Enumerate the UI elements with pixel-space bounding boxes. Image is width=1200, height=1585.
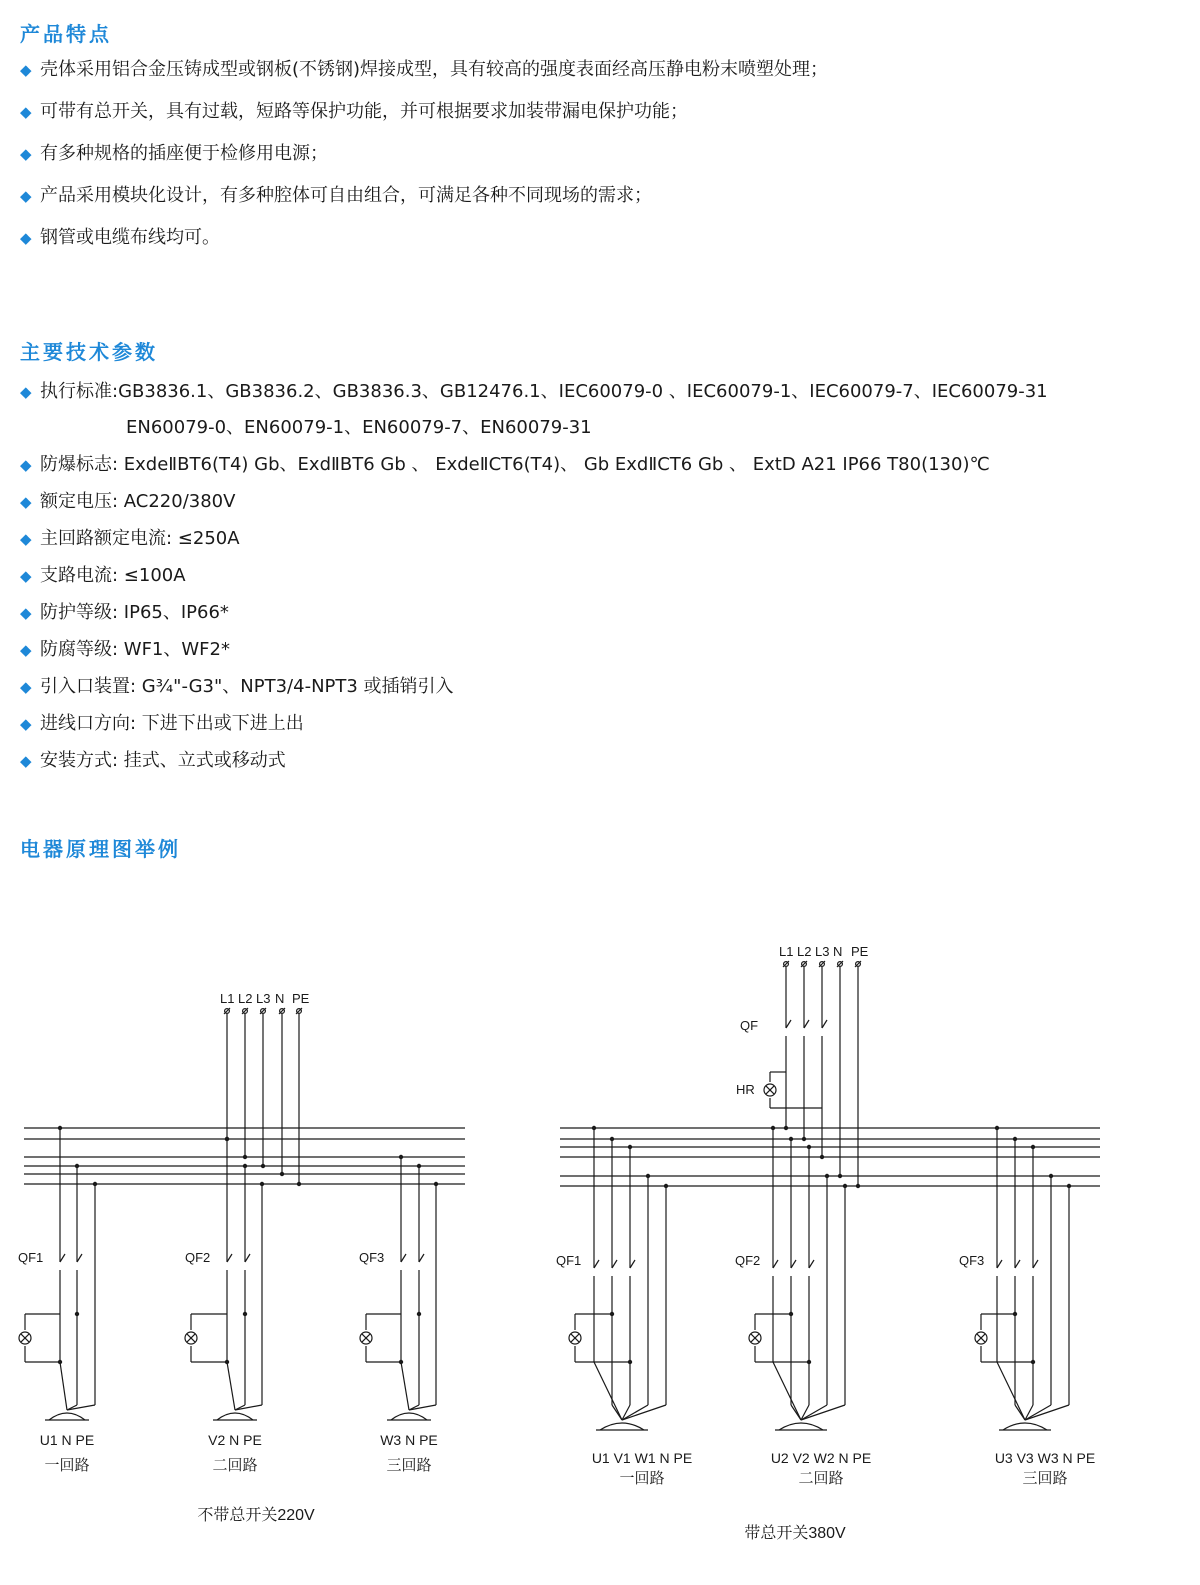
terminal-label: L1: [220, 991, 235, 1006]
indicator-label: HR: [736, 1082, 755, 1097]
feature-item: [20, 227, 828, 249]
param-item: [20, 381, 1048, 439]
junction-dot: [664, 1184, 668, 1188]
breaker-contact: [77, 1254, 82, 1262]
list-item-text: 安装方式: 挂式、立式或移动式: [40, 750, 286, 771]
junction-dot: [843, 1184, 847, 1188]
wire: [1015, 1405, 1025, 1420]
breaker-contact: [773, 1260, 778, 1268]
feature-item: [20, 185, 828, 207]
list-item-text: 支路电流: ≤100A: [40, 565, 186, 586]
junction-dot: [280, 1172, 284, 1176]
list-item-text: 钢管或电缆布线均可。: [40, 227, 220, 248]
junction-dot: [75, 1312, 79, 1316]
junction-dot: [807, 1360, 811, 1364]
param-item: [20, 676, 1048, 698]
wire: [60, 1362, 67, 1410]
list-item-text: 额定电压: AC220/380V: [40, 491, 236, 512]
terminal-label: L2: [797, 944, 812, 959]
param-item: [20, 454, 1048, 476]
list-item-text: 主回路额定电流: ≤250A: [40, 528, 240, 549]
socket-icon: [217, 1413, 253, 1420]
diamond-bullet-icon: ◆: [20, 530, 32, 548]
socket-icon: [779, 1423, 823, 1430]
feature-item: [20, 59, 828, 81]
breaker-contact: [594, 1260, 599, 1268]
breaker-contact: [245, 1254, 250, 1262]
junction-dot: [93, 1182, 97, 1186]
terminal-label: PE: [292, 991, 310, 1006]
param-item: [20, 491, 1048, 513]
outlet-pins-label: U3 V3 W3 N PE: [994, 1450, 1096, 1466]
right-diagram-caption: 带总开关380V: [744, 1525, 846, 1542]
breaker-contact: [630, 1260, 635, 1268]
junction-dot: [592, 1126, 596, 1130]
junction-dot: [610, 1312, 614, 1316]
junction-dot: [610, 1137, 614, 1141]
param-item: [20, 750, 1048, 772]
diamond-bullet-icon: ◆: [20, 103, 32, 121]
outlet-pins-label: U1 V1 W1 N PE: [591, 1450, 693, 1466]
breaker-label: QF1: [18, 1250, 44, 1265]
junction-dot: [399, 1155, 403, 1159]
list-item-text: 产品采用模块化设计，有多种腔体可自由组合，可满足各种不同现场的需求；: [40, 185, 652, 206]
wire: [227, 1362, 235, 1410]
terminal-label: L1: [779, 944, 794, 959]
breaker-contact: [1015, 1260, 1020, 1268]
socket-icon: [1003, 1423, 1047, 1430]
junction-dot: [838, 1174, 842, 1178]
terminal-label: PE: [851, 944, 869, 959]
diamond-bullet-icon: ◆: [20, 678, 32, 696]
breaker-contact: [401, 1254, 406, 1262]
circuit-name: 二回路: [212, 1457, 258, 1474]
circuit-name: 二回路: [798, 1470, 844, 1487]
junction-dot: [75, 1164, 79, 1168]
junction-dot: [434, 1182, 438, 1186]
junction-dot: [260, 1182, 264, 1186]
diamond-bullet-icon: ◆: [20, 604, 32, 622]
junction-dot: [261, 1164, 265, 1168]
diamond-bullet-icon: ◆: [20, 456, 32, 474]
diamond-bullet-icon: ◆: [20, 715, 32, 733]
circuit-name: 三回路: [386, 1457, 432, 1474]
list-item-text: 执行标准:GB3836.1、GB3836.2、GB3836.3、GB12476.1、IEC60079-0 、IEC60079-1、IEC60079-7、IEC60079-31: [40, 381, 1048, 402]
junction-dot: [784, 1126, 788, 1130]
wire: [594, 1362, 622, 1420]
diamond-bullet-icon: ◆: [20, 493, 32, 511]
left-diagram-caption: 不带总开关220V: [197, 1507, 315, 1524]
junction-dot: [243, 1155, 247, 1159]
diamond-bullet-icon: ◆: [20, 641, 32, 659]
outlet-pins-label: V2 N PE: [208, 1432, 262, 1448]
features-list: [20, 59, 828, 269]
feature-item: [20, 143, 828, 165]
diamond-bullet-icon: ◆: [20, 567, 32, 585]
wire: [791, 1405, 801, 1420]
junction-dot: [297, 1182, 301, 1186]
terminal-label: N: [833, 944, 843, 959]
diagram-title: 电器原理图举例: [20, 837, 181, 861]
params-list: [20, 381, 1048, 787]
breaker-label: QF2: [185, 1250, 211, 1265]
junction-dot: [1049, 1174, 1053, 1178]
terminal-label: N: [275, 991, 285, 1006]
junction-dot: [1031, 1145, 1035, 1149]
junction-dot: [58, 1126, 62, 1130]
junction-dot: [856, 1184, 860, 1188]
diamond-bullet-icon: ◆: [20, 752, 32, 770]
junction-dot: [243, 1164, 247, 1168]
breaker-contact: [612, 1260, 617, 1268]
junction-dot: [417, 1312, 421, 1316]
junction-dot: [628, 1360, 632, 1364]
breaker-contact: [60, 1254, 65, 1262]
junction-dot: [995, 1126, 999, 1130]
socket-icon: [600, 1423, 644, 1430]
list-item-text: 有多种规格的插座便于检修用电源；: [40, 143, 328, 164]
socket-icon: [49, 1413, 85, 1420]
breaker-label: QF2: [735, 1253, 761, 1268]
outlet-pins-label: U2 V2 W2 N PE: [770, 1450, 872, 1466]
terminal-label: L3: [256, 991, 271, 1006]
wire: [401, 1362, 409, 1410]
outlet-pins-label: U1 N PE: [39, 1432, 95, 1448]
breaker-contact: [822, 1020, 827, 1028]
junction-dot: [628, 1145, 632, 1149]
junction-dot: [1013, 1137, 1017, 1141]
socket-icon: [391, 1413, 427, 1420]
breaker-contact: [1033, 1260, 1038, 1268]
junction-dot: [771, 1126, 775, 1130]
breaker-label: QF3: [359, 1250, 385, 1265]
param-item: [20, 713, 1048, 735]
junction-dot: [417, 1164, 421, 1168]
circuit-name: 一回路: [44, 1457, 90, 1474]
junction-dot: [1067, 1184, 1071, 1188]
diamond-bullet-icon: ◆: [20, 187, 32, 205]
junction-dot: [802, 1137, 806, 1141]
junction-dot: [1031, 1360, 1035, 1364]
diamond-bullet-icon: ◆: [20, 383, 32, 401]
breaker-contact: [419, 1254, 424, 1262]
junction-dot: [789, 1312, 793, 1316]
junction-dot: [825, 1174, 829, 1178]
junction-dot: [243, 1312, 247, 1316]
breaker-contact: [809, 1260, 814, 1268]
breaker-label: QF3: [959, 1253, 985, 1268]
junction-dot: [807, 1145, 811, 1149]
diamond-bullet-icon: ◆: [20, 229, 32, 247]
param-item: [20, 565, 1048, 587]
wire: [997, 1362, 1025, 1420]
breaker-label: QF1: [556, 1253, 582, 1268]
wire: [773, 1362, 801, 1420]
main-breaker-label: QF: [740, 1018, 759, 1033]
circuit-diagram: [0, 880, 1200, 1580]
param-item: [20, 602, 1048, 624]
features-title: 产品特点: [20, 22, 112, 46]
terminal-label: L3: [815, 944, 830, 959]
breaker-contact: [227, 1254, 232, 1262]
circuit-name: 一回路: [619, 1470, 665, 1487]
list-item-text: 引入口装置: G¾"-G3"、NPT3/4-NPT3 或插销引入: [40, 676, 454, 697]
junction-dot: [1013, 1312, 1017, 1316]
breaker-contact: [791, 1260, 796, 1268]
list-item-text: 壳体采用铝合金压铸成型或钢板(不锈钢)焊接成型，具有较高的强度表面经高压静电粉末喷塑处理；: [40, 59, 829, 80]
param-item: [20, 639, 1048, 661]
list-item-text: 防护等级: IP65、IP66*: [40, 602, 229, 623]
outlet-pins-label: W3 N PE: [380, 1432, 438, 1448]
feature-item: [20, 101, 828, 123]
circuit-name: 三回路: [1022, 1470, 1068, 1487]
terminal-label: L2: [238, 991, 253, 1006]
breaker-contact: [804, 1020, 809, 1028]
list-item-text: 防爆标志: ExdeⅡBT6(T4) Gb、ExdⅡBT6 Gb 、 ExdeⅡCT6(T4)、 Gb ExdⅡCT6 Gb 、 ExtD A21 IP66 T80(130)℃: [40, 454, 990, 475]
list-item-text: 可带有总开关，具有过载，短路等保护功能，并可根据要求加装带漏电保护功能；: [40, 101, 688, 122]
list-item-text: 进线口方向: 下进下出或下进上出: [40, 713, 304, 734]
junction-dot: [820, 1155, 824, 1159]
breaker-contact: [997, 1260, 1002, 1268]
junction-dot: [225, 1137, 229, 1141]
breaker-contact: [786, 1020, 791, 1028]
params-title: 主要技术参数: [20, 340, 158, 364]
param-item: [20, 528, 1048, 550]
junction-dot: [789, 1137, 793, 1141]
wire: [612, 1405, 622, 1420]
junction-dot: [646, 1174, 650, 1178]
param-item-continuation: EN60079-0、EN60079-1、EN60079-7、EN60079-31: [126, 417, 592, 438]
diamond-bullet-icon: ◆: [20, 145, 32, 163]
diamond-bullet-icon: ◆: [20, 61, 32, 79]
list-item-text: 防腐等级: WF1、WF2*: [40, 639, 230, 660]
